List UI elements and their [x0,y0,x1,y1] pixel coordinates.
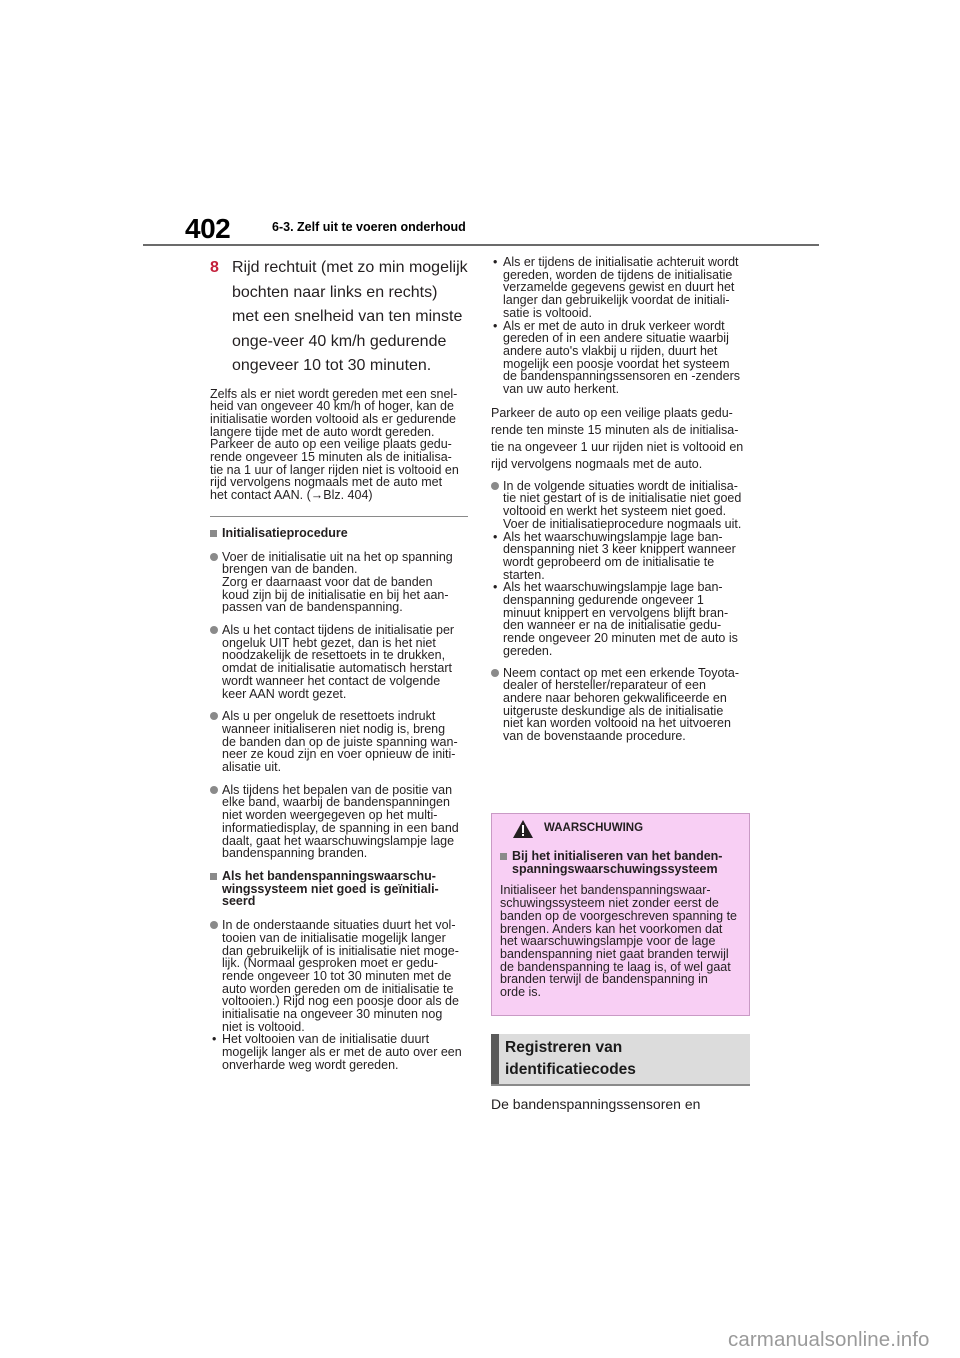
dot-bullet-icon: • [493,529,498,544]
text-line: tie na 1 uur of langer rijden niet is voltooid en [210,462,459,477]
list-item [491,667,751,743]
text-line: de banden dan op de juiste spanning wan- [222,734,458,749]
text-line: verzamelde gegevens gewist en duurt het [503,280,735,295]
warning-title: WAARSCHUWING [544,822,644,834]
text-line: spanningswaarschuwingssysteem [512,861,718,876]
step-8 [210,256,468,379]
text-line: onverharde weg wordt gereden. [222,1057,399,1072]
text-line: andere auto's vlakbij u rijden, duurt het [503,343,718,358]
section-divider [210,516,468,517]
circle-bullet-icon [210,921,218,929]
text-line: mogelijk een poosje voordat het systeem [503,356,730,371]
text-line: Parkeer de auto op een veilige plaats gedu- [491,405,733,420]
text-line: de bandenspanning te laag is, of wel gaat [500,959,731,974]
text-line: de bandenspanningssensoren en -zenders [503,369,740,384]
text-line: Als er met de auto in druk verkeer wordt [503,318,725,333]
text-line: niet worden weergegeven op het multi- [222,808,438,823]
text-line: Neem contact op met een erkende Toyota- [503,665,740,680]
text-line: rijd vervolgens nogmaals met de auto met [210,475,443,490]
text-line: brengen van de banden. [222,562,358,577]
text-line: uitgeruste deskundige als de initialisatie [503,703,724,718]
text-line: denspanning niet 3 keer knippert wanneer [503,542,736,557]
text-line: bandenspanning niet gaat branden terwijl [500,946,729,961]
text-line: alisatie uit. [222,760,282,775]
list-item [210,919,468,1033]
text-line: tie niet gestart of is de initialisatie niet goed [503,491,742,506]
text-line: wordt geprobeerd om de initialisatie te [503,554,715,569]
text-line: wanneer initialiseren niet nodig is, breng [222,721,446,736]
text-line: andere naar behoren gekwalificeerde en [503,690,727,705]
page-number: 402 [185,213,231,244]
list-item [491,480,751,531]
warning-box [491,813,750,1016]
text-line: initialisatie na ongeveer 30 minuten nog [222,1007,443,1022]
text-line: Als er tijdens de initialisatie achteruit wordt [503,255,739,269]
text-line: Het voltooien van de initialisatie duurt [222,1032,430,1047]
text-line: Als het bandenspanningswaarschu- [222,869,436,883]
text-line: gereden. [503,643,553,658]
text-line: gereden, worden de tijdens de initialisatie [503,267,733,282]
text-line: het contact AAN. (→Blz. 404) [210,488,373,503]
text-line: rijd vervolgens nogmaals met de auto. [491,456,703,471]
text-line: banden op de voorgeschreven spanning te [500,908,737,923]
warning-section-heading [500,850,744,875]
banner-accent-bar [491,1034,499,1084]
watermark: carmanualsonline.info [728,1328,930,1351]
left-column [210,256,468,1072]
text-line: Initialiseer het bandenspanningswaar- [500,883,711,898]
text-line: initialisatie worden voltooid als er gedurende [210,411,456,426]
text-line: lijk. (Normaal gesproken moet er gedu- [222,956,439,971]
text-line: Parkeer de auto op een veilige plaats gedu- [210,437,452,452]
text-line: identificatiecodes [505,1061,636,1078]
text-line: orde is. [500,985,541,1000]
warning-triangle-icon [512,819,534,839]
circle-bullet-icon [210,626,218,634]
section-heading-initialisatie: Initialisatieprocedure [210,527,468,540]
text-line: noodzakelijk de resettoets in te drukken, [222,648,446,663]
dot-bullet-icon: • [493,580,498,595]
text-line: wordt wanneer het contact de volgende [222,673,441,688]
note-paragraph [210,388,468,502]
circle-bullet-icon [210,786,218,794]
sub-list [210,1033,468,1071]
text-line: omdat de initialisatie automatisch herstart [222,661,452,676]
text-line: In de volgende situaties wordt de initialisa- [503,478,738,493]
step-number: 8 [210,259,219,276]
sub-list [491,256,751,396]
text-line: Zelfs als er niet wordt gereden met een snel- [210,386,458,401]
chapter-title: 6-3. Zelf uit te voeren onderhoud [272,220,466,234]
text-line: Als tijdens het bepalen van de positie van [222,782,453,797]
text-line: passen van de bandenspanning. [222,600,403,615]
text-line: brengen. Anders kan het voorkomen dat [500,921,723,936]
warning-body [500,850,744,999]
text-line: daalt, gaat het waarschuwingslampje lage [222,833,455,848]
text-line: In de onderstaande situaties duurt het vol- [222,918,456,933]
warning-header [492,814,749,842]
text-line: Zorg er daarnaast voor dat de banden [222,574,433,589]
text-line: het waarschuwingslampje voor de lage [500,934,716,949]
text-line: voltooid en werkt het systeem niet goed. [503,504,727,519]
circle-bullet-icon [210,712,218,720]
text-line: tooien van de initialisatie mogelijk langer [222,930,446,945]
banner-title [505,1037,636,1081]
sub-list-item [491,256,751,320]
warning-text [500,884,744,998]
square-bullet-icon [210,873,217,880]
text-line: bandenspanning branden. [222,846,368,861]
text-line: Als het waarschuwingslampje lage ban- [503,580,723,595]
text-line: Registreren van [505,1039,623,1056]
list-item [210,551,468,615]
text-line: niet kan worden voltooid na het uitvoeren [503,716,731,731]
park-paragraph [491,405,751,473]
sub-list-item [491,320,751,396]
header-divider [143,244,819,246]
list-item [210,624,468,700]
text-line: rende ongeveer 10 tot 30 minuten met de [222,968,452,983]
text-line: rende ten minste 15 minuten als de initialisa- [491,422,739,437]
text-line: starten. [503,567,545,582]
text-line: denspanning gedurende ongeveer 1 [503,593,704,608]
intro-paragraph: De bandenspanningssensoren en [491,1096,701,1112]
text-line: voltooien.) Rijd nog een poosje door als de [222,994,459,1009]
text-line: Voer de initialisatie uit na het op spanning [222,549,453,564]
text-line: seerd [222,894,256,909]
text-line: Als u per ongeluk de resettoets indrukt [222,709,436,724]
bullet-list [210,551,468,860]
text-line: van de bovenstaande procedure. [503,729,686,744]
text-line: Bij het initialiseren van het banden- [512,849,723,863]
text-line: dealer of hersteller/reparateur of een [503,678,706,693]
circle-bullet-icon [210,553,218,561]
sub-list-item [210,1033,468,1071]
text-line: den wanneer er na de initialisatie gedu- [503,618,722,633]
text-line: informatiedisplay, de spanning in een band [222,820,459,835]
text-line: auto worden gereden om de initialisatie te [222,981,454,996]
text-line: langere tijde met de auto wordt gereden. [210,424,435,439]
text-line: keer AAN wordt gezet. [222,686,347,701]
text-line: langer dan gebruikelijk voordat de initiali- [503,293,730,308]
text-line: koud zijn bij de initialisatie en bij het aan- [222,587,449,602]
text-line: Voer de initialisatieprocedure nogmaals uit. [503,516,742,531]
text-line: ongeluk UIT hebt gezet, dan is het niet [222,635,436,650]
dot-bullet-icon: • [212,1032,217,1047]
right-column [491,256,751,753]
sub-list [491,531,751,658]
list-item [210,710,468,774]
text-line: rende ongeveer 20 minuten met de auto is [503,631,738,646]
circle-bullet-icon [491,482,499,490]
text-line: mogelijk langer als er met de auto over een [222,1045,462,1060]
banner-underline [491,1084,750,1086]
dot-bullet-icon: • [493,255,498,269]
text-line: heid van ongeveer 40 km/h of hoger, kan de [210,399,454,414]
text-line: schuwingssysteem niet zonder eerst de [500,896,719,911]
text-line: Als het waarschuwingslampje lage ban- [503,529,723,544]
text-line: rende ongeveer 15 minuten als de initialisa- [210,450,452,465]
dot-bullet-icon: • [493,318,498,333]
sub-list-item [491,581,751,657]
text-line: Als u het contact tijdens de initialisatie per [222,623,455,638]
text-line: niet is voltooid. [222,1019,305,1034]
square-bullet-icon [210,530,217,537]
text-line: elke band, waarbij de bandenspanningen [222,795,450,810]
square-bullet-icon [500,853,507,860]
step-text: Rijd rechtuit (met zo min mogelijk bochten naar links en rechts) met een snelheid van ten minste onge-veer 40 km/h gedurende ongeveer 10 tot 30 minuten. [232,259,468,374]
section-heading-not-initialised [210,870,468,908]
text-line: tie na ongeveer 1 uur rijden niet is voltooid en [491,439,744,454]
text-line: satie is voltooid. [503,305,592,320]
section-banner [491,1034,750,1084]
text-line: gereden of in een andere situatie waarbij [503,331,729,346]
text-line: wingssysteem niet goed is geïnitiali- [222,881,439,896]
text-line: branden terwijl de bandenspanning in [500,972,708,987]
text-line: minuut knippert en vervolgens blijft bran- [503,605,729,620]
text-line: dan gebruikelijk of is initialisatie niet moge- [222,943,459,958]
sub-list-item [491,531,751,582]
list-item [210,784,468,860]
text-line: van uw auto herkent. [503,382,620,397]
text-line: neer ze koud zijn en voer opnieuw de initi- [222,747,456,762]
circle-bullet-icon [491,669,499,677]
